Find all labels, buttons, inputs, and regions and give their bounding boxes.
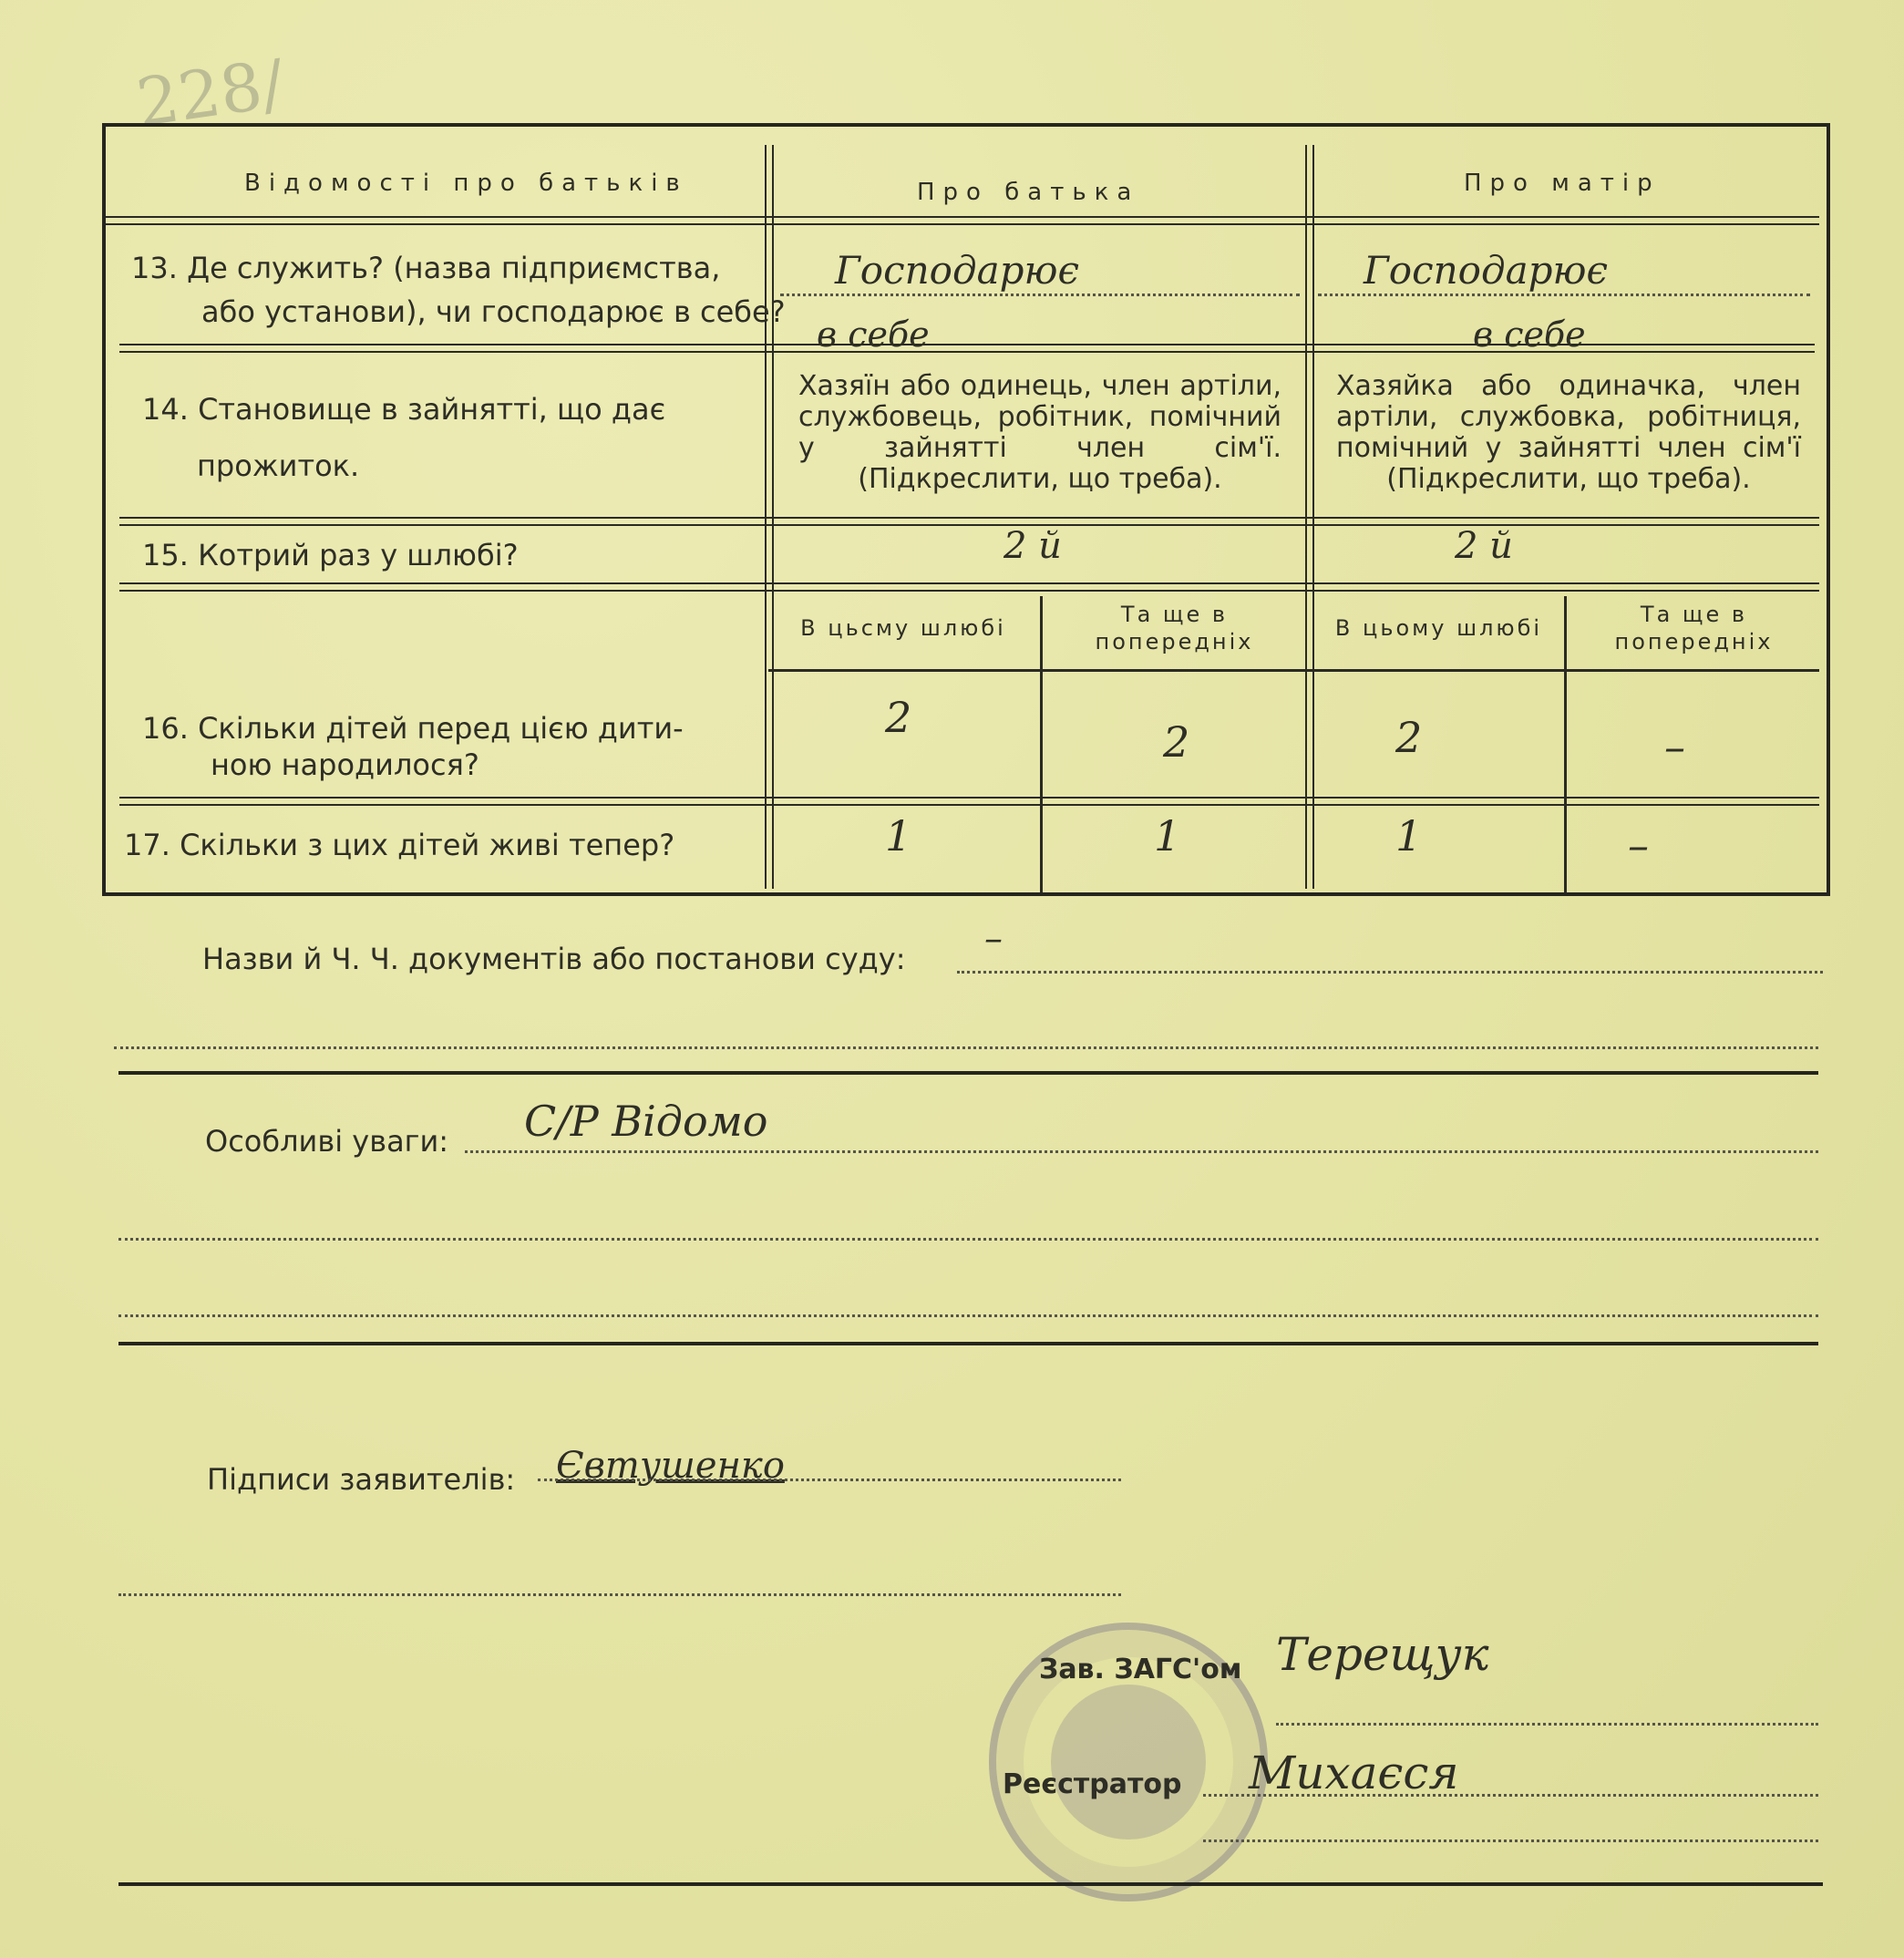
q17-father-this: 1 (885, 811, 912, 860)
remarks-line-1 (465, 1150, 1818, 1153)
registrar-signature: Михаєся (1249, 1747, 1459, 1799)
q17-father-prev: 1 (1154, 811, 1181, 860)
head-signature: Терещук (1276, 1628, 1489, 1681)
remarks-value: С/Р Відомо (524, 1097, 768, 1146)
row-divider-15 (119, 582, 1819, 592)
q16-label-line1: 16. Скільки дітей перед цією дити- (142, 711, 684, 746)
q13-mother-line (1318, 294, 1810, 296)
q13-mother-answer-1: Господарює (1364, 248, 1608, 293)
stamp-center (1051, 1685, 1206, 1839)
sub-divider-father (1040, 596, 1043, 892)
signatures-label: Підписи заявителів: (207, 1462, 516, 1497)
q13-label-line1: 13. Де служить? (назва підприємства, (131, 251, 721, 285)
signatures-line-1 (538, 1479, 1121, 1481)
q17-mother-prev: – (1628, 820, 1649, 870)
q16-mother-this: 2 (1395, 713, 1423, 762)
q13-father-answer-1: Господарює (835, 248, 1079, 293)
header-father: Про батька (917, 179, 1140, 206)
remarks-rule (118, 1342, 1818, 1345)
documents-line-2 (114, 1046, 1818, 1049)
documents-label: Назви й Ч. Ч. документів або постанови суду: (202, 942, 906, 976)
applicant-signature: Євтушенко (556, 1445, 785, 1487)
q16-father-this: 2 (885, 693, 912, 742)
row-divider-16-sub (768, 669, 1819, 672)
q13-father-line (780, 294, 1300, 296)
parents-info-table (102, 123, 1830, 896)
q14-mother-options: Хазяйка або одиначка, член артіли, службовка, робітниця, помічний у зайнятті член сім'ї (Підкреслити, що треба). (1336, 370, 1801, 495)
q15-label: 15. Котрий раз у шлюбі? (142, 538, 519, 572)
q15-mother-answer: 2 й (1455, 525, 1513, 567)
q13-label-line2: або установи), чи господарює в себе? (201, 294, 786, 329)
q13-mother-answer-2: в себе (1473, 314, 1586, 355)
remarks-line-3 (118, 1314, 1818, 1317)
q14-label-line2: прожиток. (197, 448, 360, 483)
row-divider-header (106, 216, 1819, 225)
q16-mother-prev: – (1664, 722, 1685, 771)
q16-label-line2: ною народилося? (211, 747, 479, 782)
documents-line-1 (957, 971, 1823, 974)
documents-value: – (984, 918, 1003, 960)
signatures-line-2 (118, 1593, 1121, 1596)
sub-divider-mother (1564, 596, 1567, 892)
header-mother: Про матір (1464, 170, 1661, 197)
q16-sub-mother-prev: Та ще в попередніх (1614, 602, 1774, 654)
q14-father-options: Хазяїн або одинець, член артіли, службовець, робітник, помічний у зайнятті член сім'ї. (Підкреслити, що треба). (798, 370, 1281, 495)
head-label: Зав. ЗАГС'ом (1039, 1654, 1242, 1685)
documents-rule (118, 1071, 1818, 1075)
q17-mother-this: 1 (1395, 811, 1423, 860)
q13-father-answer-2: в себе (817, 314, 930, 355)
q16-sub-father-this: В цьсму шлюбі (800, 615, 1006, 641)
archive-number: 228/ (131, 45, 289, 141)
q16-sub-father-prev: Та ще в попередніх (1095, 602, 1254, 654)
registrar-line (1203, 1794, 1818, 1797)
head-line (1276, 1723, 1818, 1726)
q16-father-prev: 2 (1163, 717, 1190, 767)
registrar-line-2 (1203, 1839, 1818, 1842)
remarks-label: Особливі уваги: (205, 1124, 449, 1159)
row-divider-16 (119, 797, 1819, 806)
q16-sub-mother-this: В цьому шлюбі (1334, 615, 1543, 641)
remarks-line-2 (118, 1238, 1818, 1241)
row-divider-14 (119, 517, 1819, 526)
q14-label-line1: 14. Становище в зайнятті, що дає (142, 392, 666, 427)
q17-label: 17. Скільки з цих дітей живі тепер? (124, 828, 675, 862)
registrar-label: Реєстратор (1003, 1768, 1182, 1800)
bottom-rule (118, 1882, 1823, 1886)
header-parents-info: Відомості про батьків (244, 170, 688, 197)
q15-father-answer: 2 й (1003, 525, 1062, 567)
